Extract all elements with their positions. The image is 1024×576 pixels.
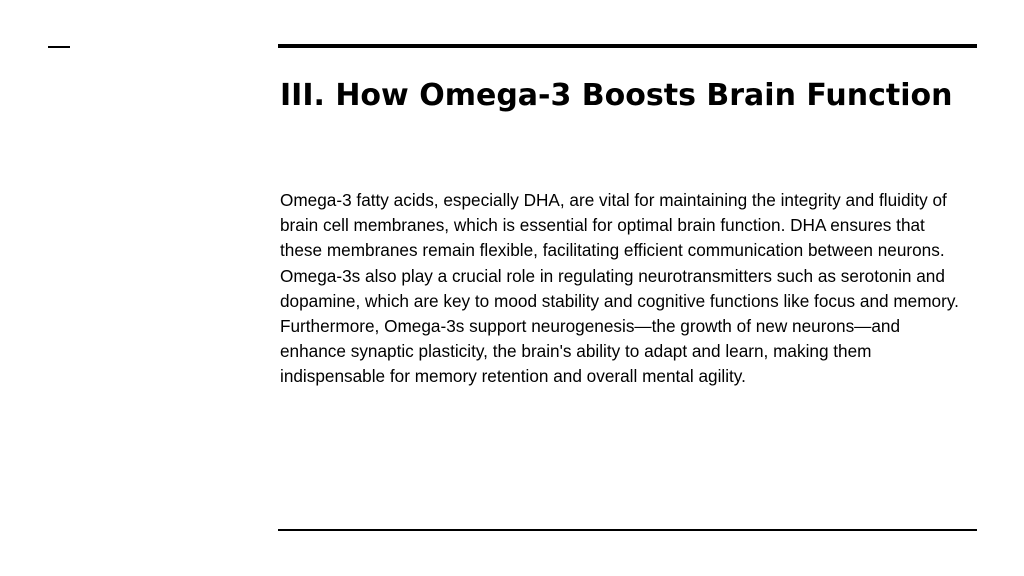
bottom-divider-rule	[278, 529, 977, 531]
slide-body-text: Omega-3 fatty acids, especially DHA, are vital for maintaining the integrity and fluidity of brain cell membranes, which is essential for optimal brain function. DHA ensures that these membranes remain flexible, facilitating efficient communication between neurons. Omega-3s also play a crucial role in regulating neurotransmitters such as serotonin and dopamine, which are key to mood stability and cognitive functions like focus and memory. Furthermore, Omega-3s support neurogenesis—the growth of new neurons—and enhance synaptic plasticity, the brain's ability to adapt and learn, making them indispensable for memory retention and overall mental agility.	[280, 190, 959, 387]
top-divider-rule	[278, 44, 977, 48]
slide-title: III. How Omega-3 Boosts Brain Function	[280, 78, 953, 113]
corner-dash-decoration	[48, 46, 70, 48]
